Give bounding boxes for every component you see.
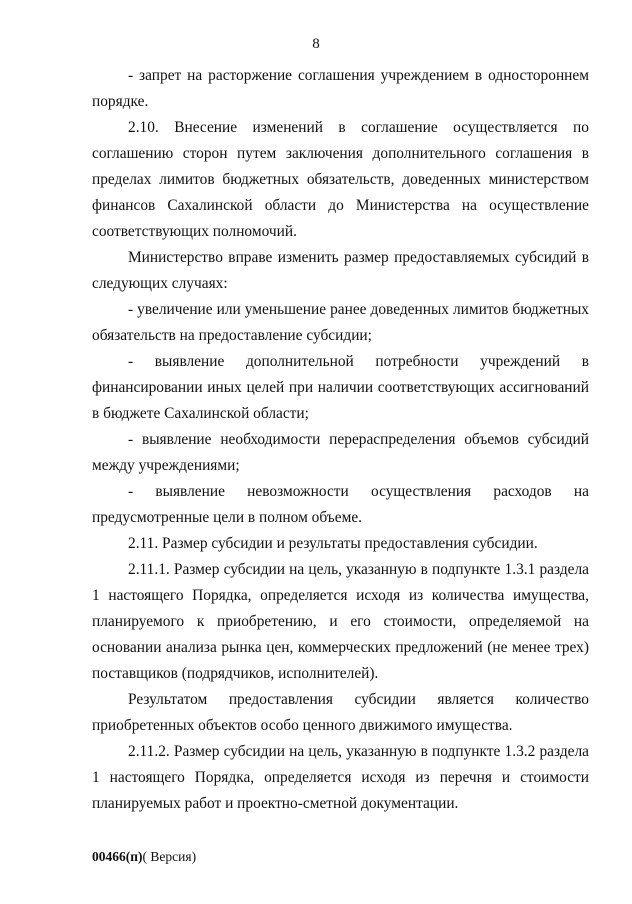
paragraph: Министерство вправе изменить размер предоставляемых субсидий в следующих случаях: xyxy=(92,249,589,292)
paragraph: 2.10. Внесение изменений в соглашение осуществляется по соглашению сторон путем заключения дополнительного соглашения в пределах лимитов бюджетных обязательств, доведенных министерством финансов Сахалинской области до Министерства на осуществление соответствующих полномочий. xyxy=(92,119,589,240)
document-code: 00466(п) xyxy=(92,849,143,864)
paragraph: 2.11. Размер субсидии и результаты предоставления субсидии. xyxy=(128,535,538,552)
paragraph: - увеличение или уменьшение ранее доведенных лимитов бюджетных обязательств на предоставление субсидии; xyxy=(92,301,589,344)
page-number: 8 xyxy=(312,36,320,52)
paragraph: - выявление необходимости перераспределения объемов субсидий между учреждениями; xyxy=(92,431,589,474)
paragraph: - запрет на расторжение соглашения учреждением в одностороннем порядке. xyxy=(92,67,589,110)
document-version: ( Версия) xyxy=(142,849,197,864)
paragraph: 2.11.2. Размер субсидии на цель, указанную в подпункте 1.3.2 раздела 1 настоящего Порядка, определяется исходя из перечня и стоимости планируемых работ и проектно-сметной документации. xyxy=(92,743,589,812)
paragraph: - выявление дополнительной потребности учреждений в финансировании иных целей при наличии соответствующих ассигнований в бюджете Сахалинской области; xyxy=(92,353,589,422)
document-footer xyxy=(92,848,196,866)
paragraph: 2.11.1. Размер субсидии на цель, указанную в подпункте 1.3.1 раздела 1 настоящего Порядка, определяется исходя из количества имущества, планируемого к приобретению, и его стоимости, определяемой на основании анализа рынка цен, коммерческих предложений (не менее трех) поставщиков (подрядчиков, исполнителей). xyxy=(92,561,589,682)
paragraph: Результатом предоставления субсидии является количество приобретенных объектов особо ценного движимого имущества. xyxy=(92,691,589,734)
paragraph: - выявление невозможности осуществления расходов на предусмотренные цели в полном объеме. xyxy=(92,483,589,526)
document-body xyxy=(92,63,589,817)
